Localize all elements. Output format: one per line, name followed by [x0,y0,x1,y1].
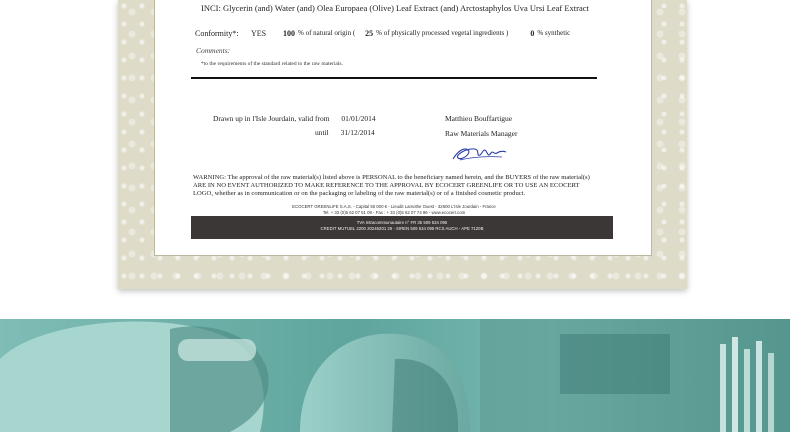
drawn-up-label: Drawn up in l'Isle Jourdain, valid from [213,114,330,123]
conformity-label: Conformity*: [195,29,239,38]
lab-workers-illustration [0,319,790,432]
synthetic-label: % synthetic [537,29,571,37]
standard-footnote: *to the requirements of the standard related to the raw materials. [201,61,343,67]
comments-label: Comments: [196,46,231,55]
until-label: until [315,128,329,137]
natural-origin-percent: 100 [283,29,295,38]
valid-until-date: 31/12/2014 [340,128,375,137]
divider-line [191,77,597,79]
safety-goggles [178,339,256,361]
conformity-row [195,29,570,38]
handwritten-signature [450,142,508,164]
certificate-page [154,0,652,256]
address-line-1: ECOCERT GREENLIFE S.A.S. - Capital 50 000 € - Lieudit Lamothe Ouest - 32600 L'Isle Jourdain - France [292,204,496,209]
validity-from-row [213,114,376,123]
valid-from-date: 01/01/2014 [341,114,376,123]
inci-line: INCI: Glycerin (and) Water (and) Olea Europaea (Olive) Leaf Extract (and) Arctostaphylos Uva Ursi Leaf Extract [201,3,589,13]
conformity-value: YES [251,29,267,38]
certificate-frame [118,0,687,289]
validity-until-row [315,128,375,137]
laboratory-photo [0,319,790,432]
approval-warning: WARNING: The approval of the raw material(s) listed above is PERSONAL to the beneficiary named herein, and the BUYERS of the raw material(s) ARE IN NO EVENT AUTHORIZED TO MAKE REFERENCE TO THE APPROVAL BY ECOCERT GREENLIFE OR TO USE AN ECOCERT LOGO, whether as in communication or on the packaging or labeling of the raw material(s) or of a finished cosmetic product. [193,174,590,197]
physically-processed-percent: 25 [365,29,374,38]
footer-line-2: CREDIT MUTUEL 2200 20246201 29 - SIREN 509 534 095 RCS AUCH - APE 7120B [320,225,484,231]
physically-processed-label: % of physically processed vegetal ingredients ) [376,29,509,37]
company-address [191,204,597,215]
footer-line-1: TVA Intracommunautaire n° FR 35 509 534 095 [356,220,448,225]
natural-origin-label: % of natural origin ( [298,29,356,37]
address-line-2: Tel. + 33 (0)5 62 07 51 09 - Fax : + 33 (0)5 62 07 74 96 - www.ecocert.com [322,209,466,215]
signer-name: Matthieu Bouffartigue [445,114,513,123]
synthetic-percent: 0 [530,29,535,38]
signer-role: Raw Materials Manager [445,129,518,138]
lab-equipment [560,334,670,394]
footer-bar [191,216,613,239]
